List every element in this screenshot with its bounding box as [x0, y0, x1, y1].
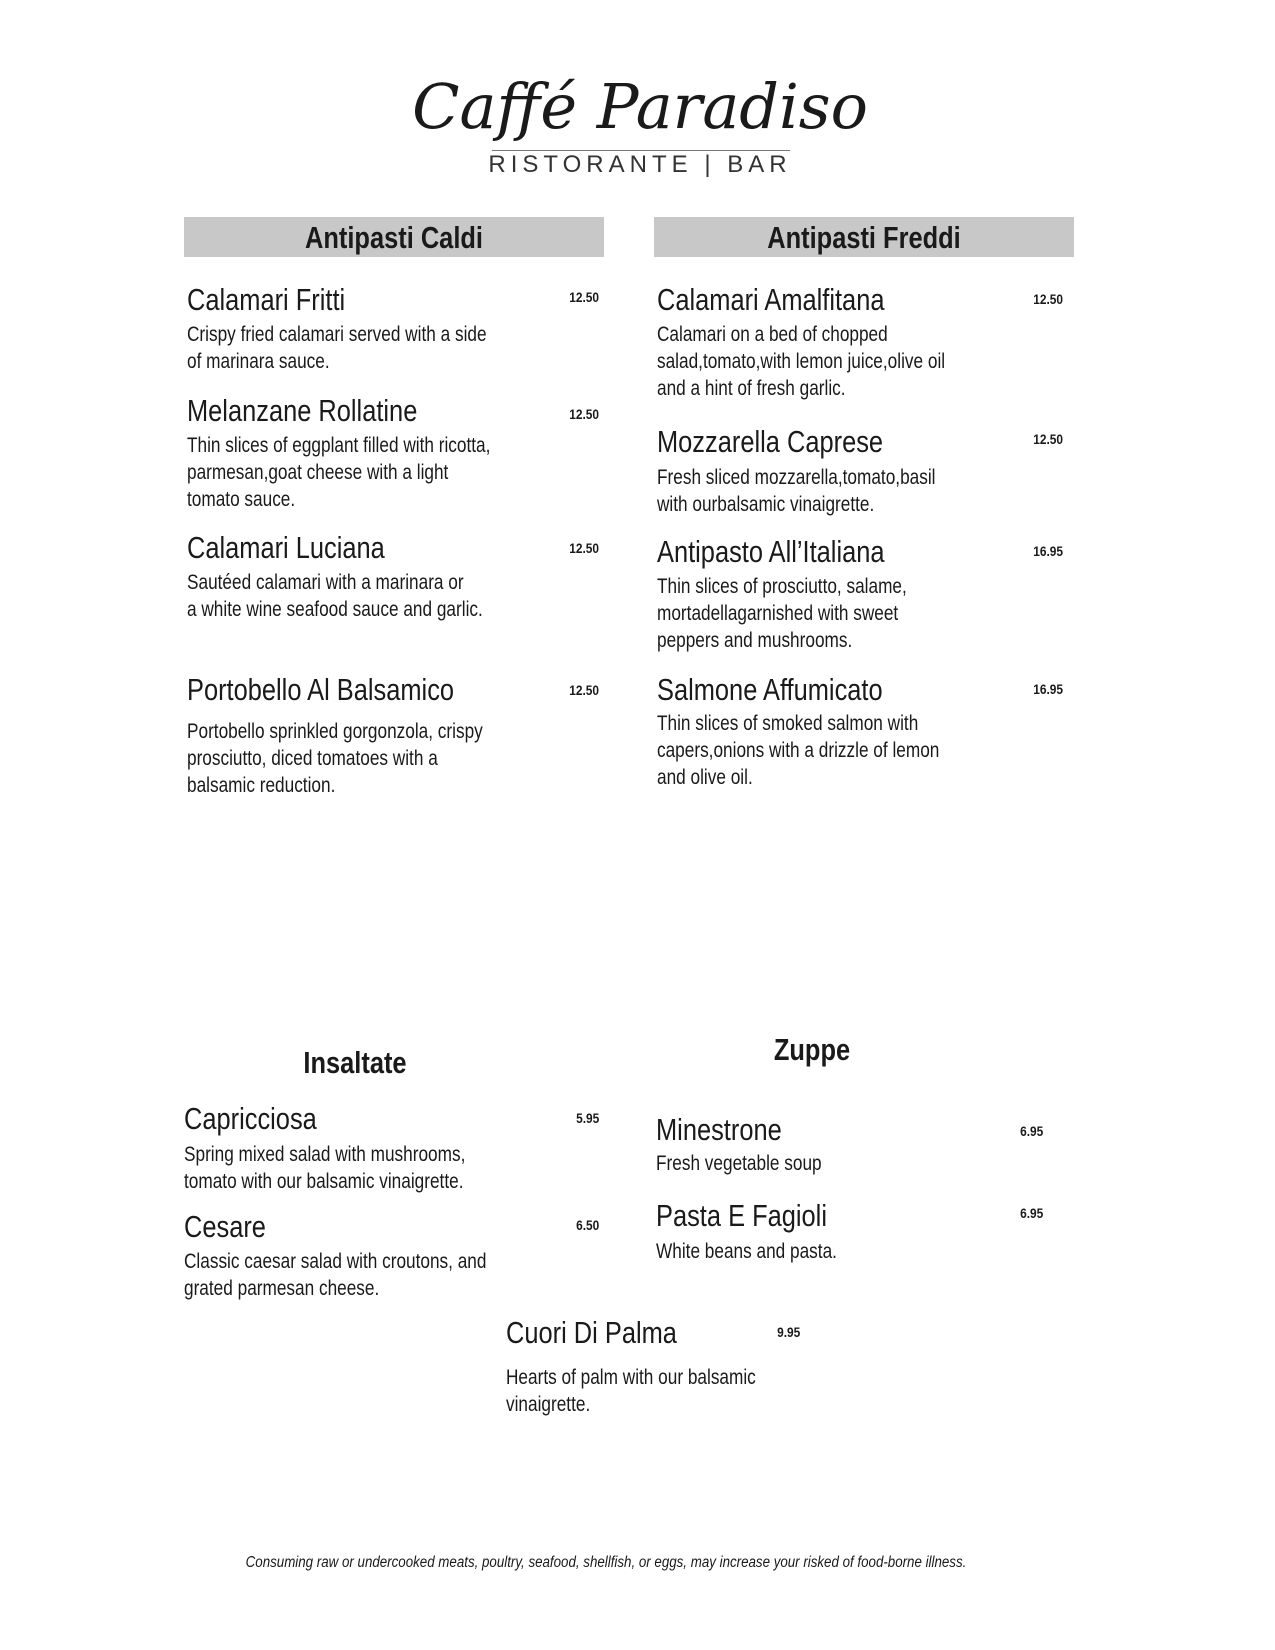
item-description-line: White beans and pasta.	[656, 1240, 837, 1263]
logo-subtitle: RISTORANTE | BAR	[488, 151, 792, 178]
item-description-line: Portobello sprinkled gorgonzola, crispy	[187, 720, 483, 743]
item-description-line: Thin slices of eggplant filled with ricotta,	[187, 434, 491, 457]
section-header-insaltate: Insaltate	[303, 1045, 407, 1080]
item-description-line: capers,onions with a drizzle of lemon	[657, 739, 940, 762]
item-description-line: Crispy fried calamari served with a side	[187, 323, 487, 346]
item-description-line: Thin slices of smoked salmon with	[657, 712, 919, 735]
section-header-antipasti-freddi	[654, 217, 1074, 257]
item-description-line: Classic caesar salad with croutons, and	[184, 1250, 487, 1273]
item-name: Cuori Di Palma	[506, 1315, 677, 1350]
item-price: 12.50	[1033, 291, 1063, 307]
item-description-line: grated parmesan cheese.	[184, 1277, 380, 1300]
item-name: Calamari Luciana	[187, 530, 385, 565]
item-price: 12.50	[569, 289, 599, 305]
section-title: Antipasti Freddi	[767, 220, 961, 255]
item-description-line: Calamari on a bed of chopped	[657, 323, 888, 346]
item-description-line: Fresh vegetable soup	[656, 1152, 822, 1175]
item-name: Mozzarella Caprese	[657, 424, 884, 459]
item-description-line: and a hint of fresh garlic.	[657, 377, 846, 400]
item-price: 12.50	[569, 540, 599, 556]
item-description-line: vinaigrette.	[506, 1393, 591, 1416]
item-description-line: Fresh sliced mozzarella,tomato,basil	[657, 466, 936, 489]
item-description-line: peppers and mushrooms.	[657, 629, 853, 652]
item-price: 5.95	[575, 1110, 599, 1126]
item-price: 6.95	[1019, 1123, 1043, 1139]
item-price: 6.95	[1019, 1205, 1043, 1221]
item-description-line: mortadellagarnished with sweet	[657, 602, 899, 625]
item-price: 16.95	[1033, 681, 1063, 697]
food-safety-disclaimer: Consuming raw or undercooked meats, poultry, seafood, shellfish, or eggs, may increase your risked of food-borne illness.	[245, 1554, 967, 1571]
item-name: Portobello Al Balsamico	[187, 672, 455, 707]
item-description-line: salad,tomato,with lemon juice,olive oil	[657, 350, 946, 373]
item-name: Calamari Amalfitana	[657, 282, 885, 317]
item-description-line: parmesan,goat cheese with a light	[187, 461, 449, 484]
item-name: Calamari Fritti	[187, 282, 346, 317]
section-title: Antipasti Caldi	[305, 220, 483, 255]
item-name: Capricciosa	[184, 1101, 317, 1136]
section-header-zuppe: Zuppe	[773, 1032, 851, 1067]
logo-script	[412, 50, 868, 150]
item-name: Pasta E Fagioli	[656, 1198, 827, 1233]
item-description-line: with ourbalsamic vinaigrette.	[657, 493, 875, 516]
item-name: Minestrone	[656, 1112, 782, 1147]
logo-script-text: Caffé Paradiso	[412, 70, 868, 143]
item-price: 12.50	[569, 406, 599, 422]
item-description-line: Hearts of palm with our balsamic	[506, 1366, 756, 1389]
item-description-line: and olive oil.	[657, 766, 753, 789]
section-header-antipasti-caldi	[184, 217, 604, 257]
item-name: Cesare	[184, 1209, 266, 1244]
item-description-line: of marinara sauce.	[187, 350, 330, 373]
item-price: 12.50	[1033, 431, 1063, 447]
item-description-line: a white wine seafood sauce and garlic.	[187, 598, 483, 621]
item-description-line: Thin slices of prosciutto, salame,	[657, 575, 907, 598]
item-description-line: tomato sauce.	[187, 488, 296, 511]
item-name: Melanzane Rollatine	[187, 393, 418, 428]
item-name: Antipasto All’Italiana	[657, 534, 885, 569]
item-price: 6.50	[575, 1217, 599, 1233]
item-name: Salmone Affumicato	[657, 672, 883, 707]
item-description-line: tomato with our balsamic vinaigrette.	[184, 1170, 464, 1193]
item-description-line: balsamic reduction.	[187, 774, 336, 797]
item-price: 16.95	[1033, 543, 1063, 559]
item-description-line: Sautéed calamari with a marinara or	[187, 571, 464, 594]
item-description-line: prosciutto, diced tomatoes with a	[187, 747, 438, 770]
item-price: 9.95	[776, 1324, 800, 1340]
item-description-line: Spring mixed salad with mushrooms,	[184, 1143, 466, 1166]
item-price: 12.50	[569, 682, 599, 698]
